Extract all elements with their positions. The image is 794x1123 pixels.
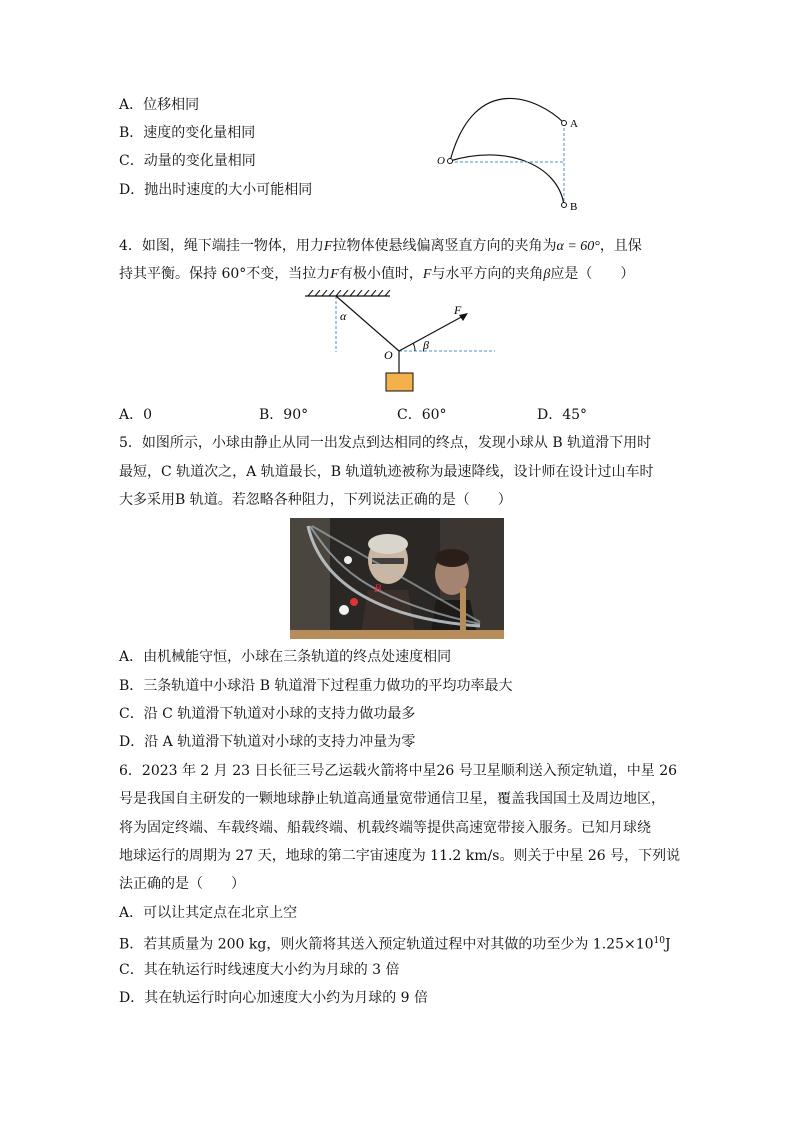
- q5-option-a: A．由机械能守恒，小球在三条轨道的终点处速度相同: [119, 649, 452, 665]
- q3-trajectory-figure: [430, 94, 590, 218]
- point-b: [562, 203, 567, 208]
- q5-stem-line3: 大多采用B 轨道。若忽略各种阻力，下列说法正确的是（ ）: [119, 492, 512, 508]
- q6-stem-line4: 地球运行的周期为 27 天，地球的第二宇宙速度为 11.2 km/s。则关于中星 26 号，下列说: [119, 848, 681, 864]
- q3-option-a: A．位移相同: [119, 97, 200, 113]
- q4-stem-line2: 持其平衡。保持 60°不变，当拉力F有极小值时，F与水平方向的夹角β应是（ ）: [119, 266, 635, 282]
- photo-illustration: [290, 518, 504, 639]
- q5-option-b: B．三条轨道中小球沿 B 轨道滑下过程重力做功的平均功率最大: [119, 678, 513, 694]
- q6-option-d: D．其在轨运行时向心加速度大小约为月球的 9 倍: [119, 990, 429, 1006]
- q3-option-c: C．动量的变化量相同: [119, 153, 256, 169]
- track-experiment-photo: [290, 518, 504, 639]
- rope: [336, 296, 399, 351]
- q4-option-c: C．60°: [397, 407, 447, 423]
- q6-stem-line5: 法正确的是（ ）: [119, 876, 245, 892]
- ceiling-hatch: [308, 290, 390, 296]
- q5-option-c: C．沿 C 轨道滑下轨道对小球的支持力做功最多: [119, 706, 416, 722]
- q5-stem-line1: 5．如图所示，小球由静止从同一出发点到达相同的终点，发现小球从 B 轨道滑下用时: [119, 435, 652, 451]
- force-f-arrow: [399, 315, 465, 351]
- beta-arc: [413, 343, 415, 351]
- q6-stem-line1: 6．2023 年 2 月 23 日长征三号乙运载火箭将中星26 号卫星顺利送入预定轨道，中星 26: [119, 763, 678, 779]
- q4-option-a: A．0: [119, 407, 153, 423]
- f-label: F: [454, 303, 462, 317]
- q6-stem-line2: 号是我国自主研发的一颗地球静止轨道高通量宽带通信卫星，覆盖我国国土及周边地区，: [119, 791, 665, 807]
- hanging-block: [386, 373, 413, 391]
- q5-option-d: D．沿 A 轨道滑下轨道对小球的支持力冲量为零: [119, 734, 416, 750]
- q4-option-d: D．45°: [537, 407, 588, 423]
- q4-force-figure: [300, 290, 500, 400]
- o-label: O: [384, 348, 393, 362]
- trajectory-to-a: [450, 98, 564, 161]
- q5-stem-line2: 最短，C 轨道次之，A 轨道最长，B 轨道轨迹被称为最速降线，设计师在设计过山车时: [119, 464, 654, 480]
- q6-option-c: C．其在轨运行时线速度大小约为月球的 3 倍: [119, 962, 400, 978]
- q6-option-b-exponent: 10: [653, 936, 665, 946]
- label-a: A: [570, 118, 578, 130]
- photo-b-label: B: [374, 581, 382, 595]
- beta-label: β: [423, 338, 429, 352]
- q3-option-b: B．速度的变化量相同: [119, 125, 256, 141]
- q4-option-b: B．90°: [259, 407, 309, 423]
- label-o: O: [437, 155, 445, 167]
- point-a: [562, 121, 567, 126]
- q4-stem-line1: 4．如图，绳下端挂一物体，用力F拉物体使悬线偏离竖直方向的夹角为α = 60°，且保: [119, 238, 642, 254]
- q6-stem-line3: 将为固定终端、车载终端、船载终端、机载终端等提供高速宽带接入服务。已知月球绕: [119, 820, 651, 836]
- q6-option-b: B．若其质量为 200 kg，则火箭将其送入预定轨道过程中对其做的功至少为 $1.25\times 10^{10}J$: [119, 936, 671, 953]
- point-o: [448, 159, 453, 164]
- alpha-label: α: [340, 309, 347, 323]
- q6-option-a: A．可以让其定点在北京上空: [119, 905, 298, 921]
- label-b: B: [570, 201, 578, 213]
- q3-option-d: D．抛出时速度的大小可能相同: [119, 182, 313, 198]
